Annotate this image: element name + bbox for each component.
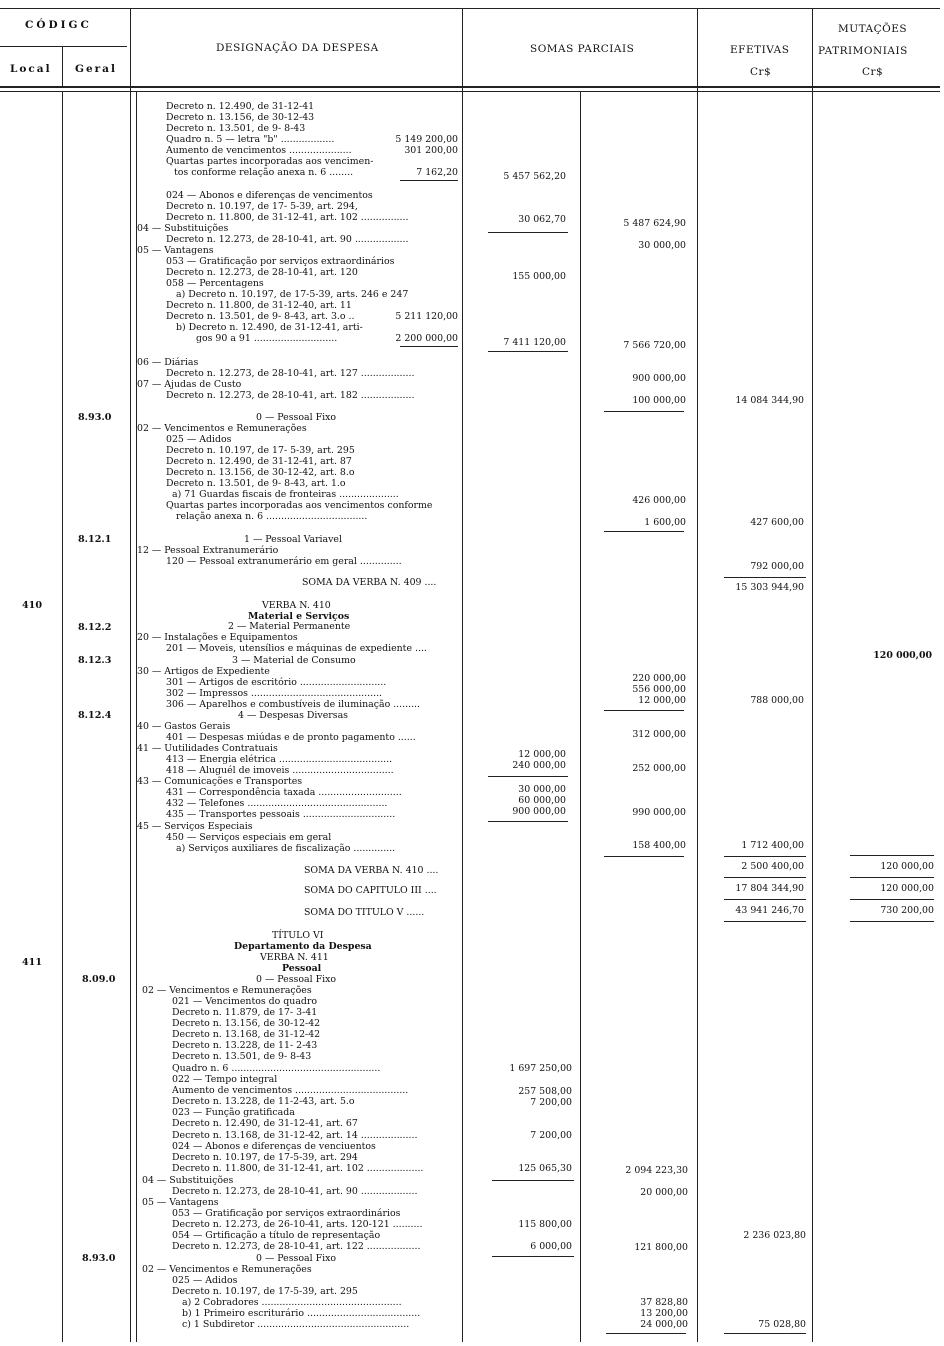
table-header — [0, 8, 944, 92]
parcial-a-underline — [488, 776, 568, 777]
header-bottom-rule-2 — [0, 91, 940, 92]
desc-line: a) Decreto n. 10.197, de 17-5-39, arts. 246 e 247 — [176, 289, 409, 300]
desc-line: Decreto n. 10.197, de 17- 5-39, art. 295 — [166, 445, 355, 456]
desc-line: 432 — Telefones ............................................... — [166, 798, 388, 809]
desc-line: 120 — Pessoal extranumerário em geral .............. — [166, 556, 402, 567]
desc-line: TÍTULO VI — [272, 930, 324, 941]
parcial-b-value: 12 000,00 — [638, 695, 686, 706]
desc-line: 4 — Despesas Diversas — [238, 710, 348, 721]
desc-line: Quartas partes incorporadas aos vencimen- — [166, 156, 374, 167]
code-geral: 8.09.0 — [82, 974, 116, 985]
parcial-b-value: 13 200,00 — [640, 1308, 688, 1319]
code-local: 410 — [22, 600, 43, 611]
parcial-a-value: 5 457 562,20 — [503, 171, 566, 182]
header-mutacoes-unit: Cr$ — [862, 66, 884, 78]
parcial-a-value: 155 000,00 — [512, 271, 566, 282]
parcial-a-value: 60 000,00 — [518, 795, 566, 806]
desc-line: Decreto n. 11.800, de 31-12-41, art. 102 ................ — [166, 212, 409, 223]
efetiva-value: 75 028,80 — [758, 1319, 806, 1330]
parcial-b-value: 900 000,00 — [632, 373, 686, 384]
efetiva-value: 2 500 400,00 — [741, 861, 804, 872]
parcial-a-underline — [492, 1180, 574, 1181]
desc-line: c) 1 Subdiretor ................................................... — [182, 1319, 410, 1330]
desc-line: 43 — Comunicações e Transportes — [137, 776, 303, 787]
desc-line: Decreto n. 10.197, de 17- 5-39, art. 294, — [166, 201, 358, 212]
desc-line: 022 — Tempo integral — [172, 1074, 278, 1085]
col-line-local-body — [62, 92, 63, 1342]
parcial-b-underline — [606, 1333, 686, 1334]
parcial-a-value: 30 062,70 — [518, 214, 566, 225]
desc-line: 431 — Correspondência taxada ............................ — [166, 787, 402, 798]
desc-line: 306 — Aparelhos e combustíveis de iluminação ......... — [166, 699, 421, 710]
desc-line: Decreto n. 11.879, de 17- 3-41 — [172, 1007, 318, 1018]
desc-line: 053 — Gratificação por serviços extraordinários — [166, 256, 395, 267]
desc-line: 058 — Percentagens — [166, 278, 264, 289]
mutacao-underline — [850, 899, 934, 900]
desc-line: 054 — Grtificação a título de representação — [172, 1230, 381, 1241]
parcial-b-value: 220 000,00 — [632, 673, 686, 684]
desc-line: 02 — Vencimentos e Remunerações — [142, 985, 312, 996]
header-codigo: CÓDIGC — [25, 19, 92, 31]
desc-line: b) 1 Primeiro escriturário ...................................... — [182, 1308, 421, 1319]
mutacao-underline — [850, 855, 934, 856]
desc-line: 201 — Moveis, utensílios e máquinas de expediente .... — [166, 643, 427, 654]
desc-line: a) Serviços auxiliares de fiscalização .............. — [176, 843, 396, 854]
parcial-a-underline — [492, 1256, 574, 1257]
parcial-a-value: 7 200,00 — [530, 1097, 572, 1108]
efetiva-underline — [724, 921, 806, 922]
desc-line: 45 — Serviços Especiais — [137, 821, 253, 832]
desc-line: Aumento de vencimentos ...................................... — [172, 1085, 409, 1096]
desc-line: relação anexa n. 6 .................................. — [176, 511, 368, 522]
efetiva-value: 792 000,00 — [750, 561, 804, 572]
mutacao-value: 730 200,00 — [880, 905, 934, 916]
efetiva-value: 43 941 246,70 — [735, 905, 804, 916]
desc-line: Quartas partes incorporadas aos vencimentos conforme — [166, 500, 433, 511]
parcial-a-value: 240 000,00 — [512, 760, 566, 771]
desc-line: 2 — Material Permanente — [228, 621, 351, 632]
desc-line: Decreto n. 12.273, de 28-10-41, art. 122 .................. — [172, 1241, 421, 1252]
desc-line: Decreto n. 13.228, de 11-2-43, art. 5.o — [172, 1096, 355, 1107]
efetiva-underline — [724, 1333, 806, 1334]
parcial-b-value: 1 600,00 — [644, 517, 686, 528]
desc-line: 302 — Impressos ............................................ — [166, 688, 383, 699]
desc-line: Decreto n. 13.501, de 9- 8-43, art. 3.o .. — [166, 311, 355, 322]
parcial-b-value: 20 000,00 — [640, 1187, 688, 1198]
parcial-a-underline — [488, 821, 568, 822]
desc-line: Decreto n. 13.168, de 31-12-42 — [172, 1029, 321, 1040]
desc-line: 41 — Uutilidades Contratuais — [137, 743, 278, 754]
code-geral: 8.12.1 — [78, 534, 112, 545]
header-mutacoes-1: MUTAÇÕES — [838, 23, 908, 35]
header-efetivas-unit: Cr$ — [750, 66, 772, 78]
header-somas-parciais: SOMAS PARCIAIS — [530, 43, 635, 55]
parcial-b-value: 158 400,00 — [632, 840, 686, 851]
col-line-parciais — [697, 8, 698, 1342]
parcial-b-value: 426 000,00 — [632, 495, 686, 506]
desc-line: 1 — Pessoal Variavel — [244, 534, 342, 545]
desc-line: Decreto n. 12.490, de 31-12-41, art. 67 — [172, 1118, 358, 1129]
desc-line: Decreto n. 12.273, de 28-10-41, art. 120 — [166, 267, 358, 278]
desc-line: Decreto n. 13.156, de 30-12-42 — [172, 1018, 321, 1029]
efetiva-value: 1 712 400,00 — [741, 840, 804, 851]
desc-line: 20 — Instalações e Equipamentos — [137, 632, 298, 643]
header-designacao: DESIGNAÇÃO DA DESPESA — [216, 42, 379, 54]
desc-line: 401 — Despesas miúdas e de pronto pagamento ...... — [166, 732, 416, 743]
codigo-underline — [0, 46, 127, 47]
desc-line: SOMA DA VERBA N. 409 .... — [302, 577, 437, 588]
col-line-efetivas — [812, 8, 813, 1342]
inline-value: 5 211 120,00 — [395, 311, 458, 322]
parcial-a-value: 7 411 120,00 — [503, 337, 566, 348]
parcial-a-value: 30 000,00 — [518, 784, 566, 795]
desc-line: a) 2 Cobradores ............................................... — [182, 1297, 402, 1308]
desc-line: 07 — Ajudas de Custo — [137, 379, 242, 390]
code-geral: 8.93.0 — [82, 1253, 116, 1264]
parcial-b-value: 24 000,00 — [640, 1319, 688, 1330]
parcial-b-value: 121 800,00 — [634, 1242, 688, 1253]
parcial-b-value: 7 566 720,00 — [623, 340, 686, 351]
desc-line: 04 — Substituições — [137, 223, 229, 234]
desc-line: Decreto n. 12.273, de 28-10-41, art. 90 ................... — [172, 1186, 418, 1197]
desc-line: 05 — Vantagens — [142, 1197, 219, 1208]
desc-line: Decreto n. 12.490, de 31-12-41 — [166, 101, 315, 112]
mutacao-value: 120 000,00 — [873, 650, 932, 661]
efetiva-value: 17 804 344,90 — [735, 883, 804, 894]
desc-line: Decreto n. 12.273, de 28-10-41, art. 182 .................. — [166, 390, 415, 401]
desc-line: 025 — Adidos — [172, 1275, 238, 1286]
parcial-b-value: 5 487 624,90 — [623, 218, 686, 229]
efetiva-value: 14 084 344,90 — [735, 395, 804, 406]
code-geral: 8.12.2 — [78, 622, 112, 633]
desc-line: Decreto n. 10.197, de 17-5-39, art. 294 — [172, 1152, 358, 1163]
desc-line: 30 — Artigos de Expediente — [137, 666, 270, 677]
code-geral: 8.93.0 — [78, 412, 112, 423]
inline-value: 7 162,20 — [416, 167, 458, 178]
header-bottom-rule — [0, 86, 940, 88]
desc-line: Departamento da Despesa — [234, 941, 372, 952]
desc-line: tos conforme relação anexa n. 6 ........ — [174, 167, 354, 178]
desc-line: a) 71 Guardas fiscais de fronteiras .................... — [172, 489, 399, 500]
parcial-a-underline — [488, 232, 568, 233]
desc-line: Aumento de vencimentos ..................... — [166, 145, 352, 156]
desc-line: 025 — Adidos — [166, 434, 232, 445]
efetiva-underline — [724, 877, 806, 878]
parcial-a-value: 257 508,00 — [518, 1086, 572, 1097]
col-line-parciais-mid — [580, 92, 581, 1342]
desc-line: Decreto n. 10.197, de 17-5-39, art. 295 — [172, 1286, 358, 1297]
desc-line: 413 — Energia elétrica ...................................... — [166, 754, 393, 765]
parcial-b-underline — [604, 856, 684, 857]
header-efetivas: EFETIVAS — [730, 44, 790, 56]
desc-line: 053 — Gratificação por serviços extraordinários — [172, 1208, 401, 1219]
desc-line: 301 — Artigos de escritório ............................. — [166, 677, 387, 688]
col-line-local — [62, 46, 63, 86]
desc-line: Pessoal — [282, 963, 322, 974]
parcial-a-value: 12 000,00 — [518, 749, 566, 760]
desc-line: Decreto n. 13.156, de 30-12-43 — [166, 112, 315, 123]
desc-line: 0 — Pessoal Fixo — [256, 412, 337, 423]
desc-line: SOMA DA VERBA N. 410 .... — [304, 865, 439, 876]
col-line-geral-2 — [136, 92, 137, 1342]
desc-line: Decreto n. 13.501, de 9- 8-43 — [166, 123, 306, 134]
desc-line: 024 — Abonos e diferenças de venciuentos — [172, 1141, 376, 1152]
mutacao-value: 120 000,00 — [880, 883, 934, 894]
desc-line: 12 — Pessoal Extranumerário — [137, 545, 279, 556]
desc-line: 450 — Serviços especiais em geral — [166, 832, 332, 843]
desc-line: 02 — Vencimentos e Remunerações — [137, 423, 307, 434]
parcial-b-value: 100 000,00 — [632, 395, 686, 406]
desc-line: Quadro n. 6 .................................................. — [172, 1063, 381, 1074]
parcial-a-value: 1 697 250,00 — [509, 1063, 572, 1074]
parcial-a-value: 6 000,00 — [530, 1241, 572, 1252]
parcial-b-value: 2 094 223,30 — [625, 1165, 688, 1176]
desc-line: Decreto n. 11.800, de 31-12-40, art. 11 — [166, 300, 352, 311]
code-geral: 8.12.4 — [78, 710, 112, 721]
desc-line: b) Decreto n. 12.490, de 31-12-41, arti- — [176, 322, 363, 333]
parcial-a-value: 7 200,00 — [530, 1130, 572, 1141]
efetiva-underline — [724, 856, 806, 857]
desc-line: 40 — Gastos Gerais — [137, 721, 231, 732]
efetiva-value: 15 303 944,90 — [735, 582, 804, 593]
mutacao-underline — [850, 921, 934, 922]
desc-line: Quadro n. 5 — letra "b" .................. — [166, 134, 335, 145]
parcial-b-underline — [604, 710, 684, 711]
efetiva-value: 2 236 023,80 — [743, 1230, 806, 1241]
desc-line: 0 — Pessoal Fixo — [256, 1253, 337, 1264]
desc-line: Decreto n. 11.800, de 31-12-41, art. 102 ................... — [172, 1163, 424, 1174]
desc-line: Material e Serviços — [248, 611, 350, 622]
parcial-b-value: 30 000,00 — [638, 240, 686, 251]
inline-underline — [400, 180, 458, 181]
code-local: 411 — [22, 957, 43, 968]
parcial-b-value: 252 000,00 — [632, 763, 686, 774]
parcial-a-underline — [488, 351, 568, 352]
parcial-b-underline — [604, 531, 684, 532]
parcial-b-value: 37 828,80 — [640, 1297, 688, 1308]
mutacao-value: 120 000,00 — [880, 861, 934, 872]
inline-value: 5 149 200,00 — [395, 134, 458, 145]
efetiva-value: 427 600,00 — [750, 517, 804, 528]
parcial-b-value: 556 000,00 — [632, 684, 686, 695]
desc-line: Decreto n. 13.501, de 9- 8-43 — [172, 1051, 312, 1062]
header-geral: Geral — [75, 63, 117, 75]
desc-line: 05 — Vantagens — [137, 245, 214, 256]
desc-line: gos 90 a 91 ............................ — [196, 333, 338, 344]
parcial-a-value: 115 800,00 — [518, 1219, 572, 1230]
desc-line: 0 — Pessoal Fixo — [256, 974, 337, 985]
desc-line: 06 — Diárias — [137, 357, 199, 368]
desc-line: 418 — Aluguél de imoveis .................................. — [166, 765, 394, 776]
inline-value: 301 200,00 — [404, 145, 458, 156]
desc-line: 04 — Substituições — [142, 1175, 234, 1186]
efetiva-value: 788 000,00 — [750, 695, 804, 706]
parcial-b-value: 990 000,00 — [632, 807, 686, 818]
desc-line: Decreto n. 13.168, de 31-12-42, art. 14 ................... — [172, 1130, 418, 1141]
desc-line: VERBA N. 410 — [262, 600, 331, 611]
mutacao-underline — [850, 877, 934, 878]
parcial-b-underline — [604, 411, 684, 412]
desc-line: 3 — Material de Consumo — [232, 655, 356, 666]
desc-line: Decreto n. 12.273, de 28-10-41, art. 127 .................. — [166, 368, 415, 379]
desc-line: Decreto n. 13.156, de 30-12-42, art. 8.o — [166, 467, 355, 478]
desc-line: Decreto n. 13.501, de 9- 8-43, art. 1.o — [166, 478, 346, 489]
desc-line: 024 — Abonos e diferenças de vencimentos — [166, 190, 373, 201]
efetiva-underline — [724, 899, 806, 900]
col-line-geral — [130, 8, 131, 1342]
header-mutacoes-2: PATRIMONIAIS — [818, 45, 908, 57]
desc-line: Decreto n. 12.273, de 28-10-41, art. 90 .................. — [166, 234, 409, 245]
desc-line: 435 — Transportes pessoais ............................... — [166, 809, 396, 820]
desc-line: 021 — Vencimentos do quadro — [172, 996, 318, 1007]
efetiva-underline — [724, 577, 806, 578]
desc-line: Decreto n. 12.490, de 31-12-41, art. 87 — [166, 456, 352, 467]
inline-underline — [400, 346, 458, 347]
parcial-a-value: 125 065,30 — [518, 1163, 572, 1174]
desc-line: 023 — Função gratificada — [172, 1107, 295, 1118]
header-top-rule — [0, 8, 940, 9]
code-geral: 8.12.3 — [78, 655, 112, 666]
desc-line: VERBA N. 411 — [260, 952, 329, 963]
desc-line: Decreto n. 12.273, de 26-10-41, arts. 120-121 .......... — [172, 1219, 423, 1230]
parcial-a-value: 900 000,00 — [512, 806, 566, 817]
desc-line: SOMA DO TITULO V ...... — [304, 907, 425, 918]
col-line-designacao — [462, 8, 463, 1342]
inline-value: 2 200 000,00 — [395, 333, 458, 344]
parcial-b-value: 312 000,00 — [632, 729, 686, 740]
desc-line: 02 — Vencimentos e Remunerações — [142, 1264, 312, 1275]
desc-line: Decreto n. 13.228, de 11- 2-43 — [172, 1040, 318, 1051]
header-local: Local — [10, 63, 52, 75]
desc-line: SOMA DO CAPITULO III .... — [304, 885, 437, 896]
